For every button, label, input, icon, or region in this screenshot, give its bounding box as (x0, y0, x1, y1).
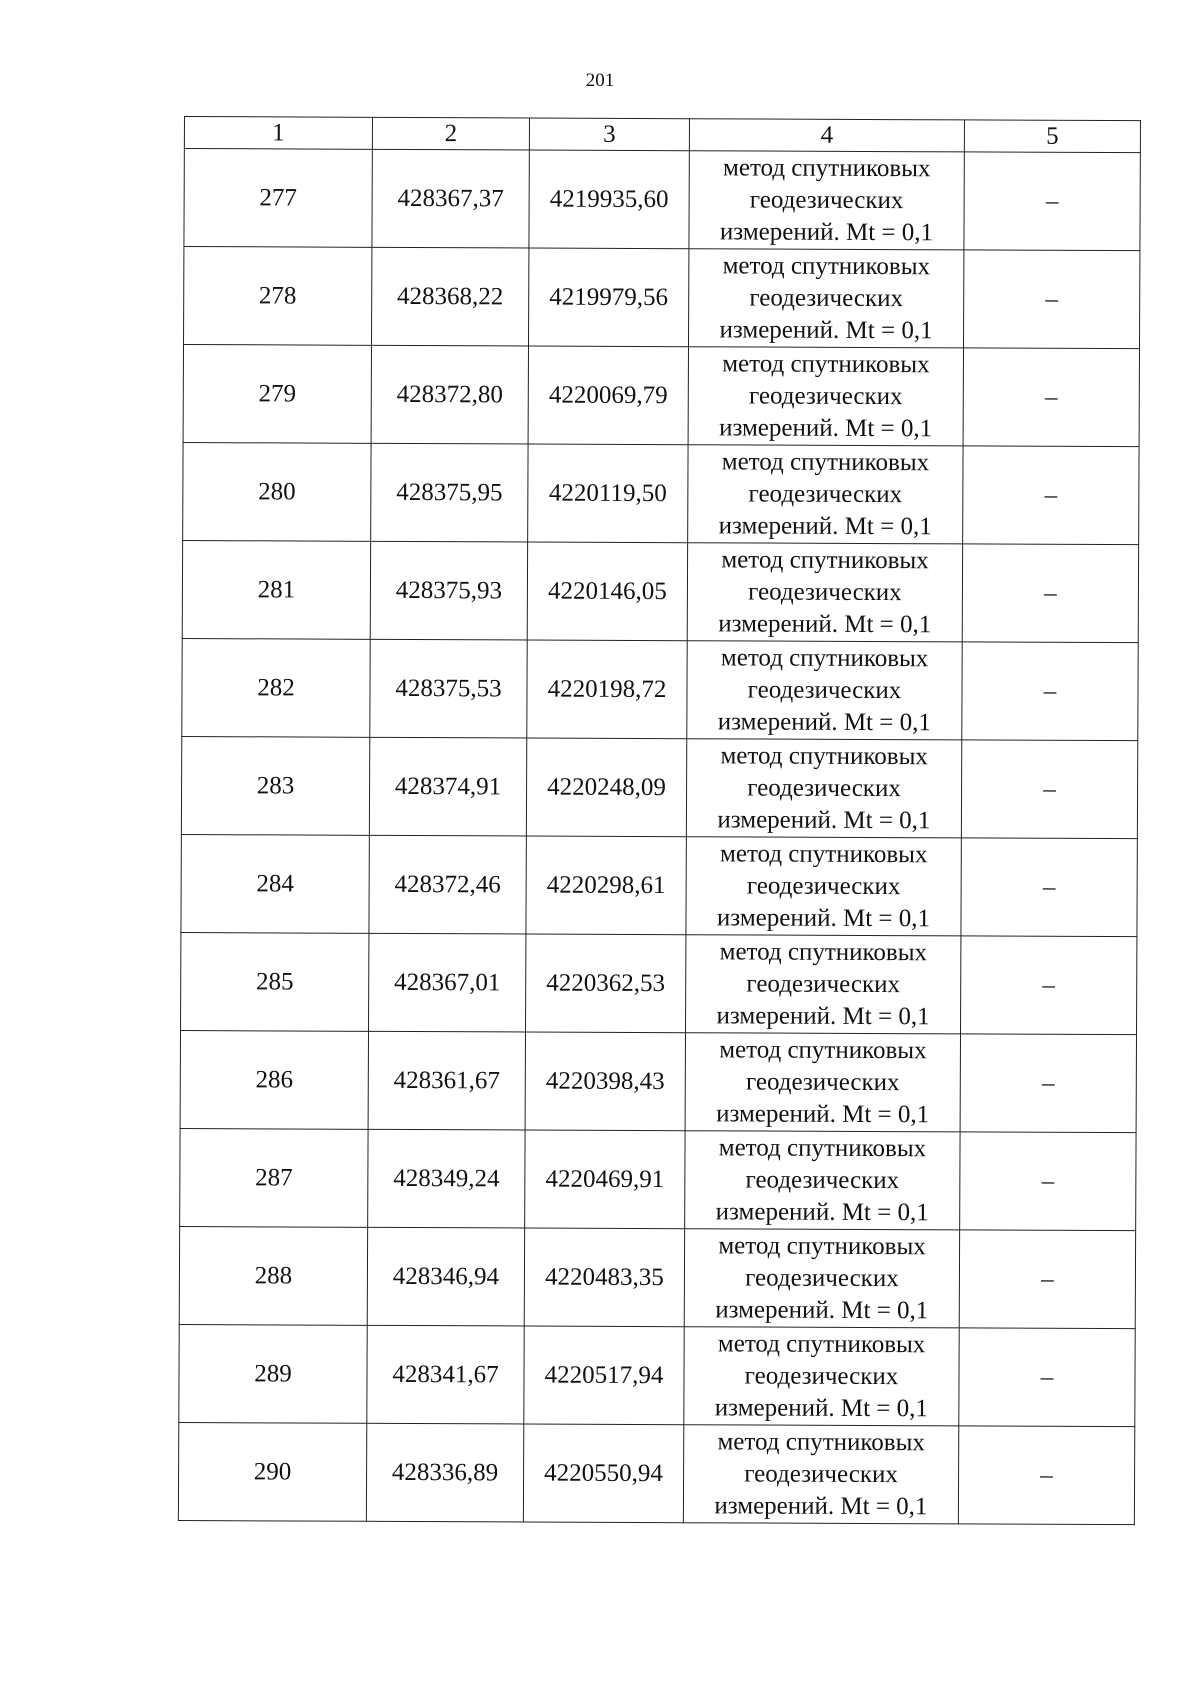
method-line: метод спутниковых (720, 839, 928, 868)
table-row (183, 345, 1139, 447)
note-cell: – (963, 446, 1139, 545)
method-line: метод спутниковых (721, 447, 930, 476)
method-line: измерений. Mt = 0,1 (716, 1001, 930, 1030)
method-line: геодезических (744, 1361, 899, 1390)
point-number-cell: 285 (181, 932, 369, 1031)
point-number-cell: 278 (184, 247, 372, 346)
x-coordinate-cell: 428336,89 (366, 1423, 523, 1522)
table-row (181, 736, 1137, 838)
method-line: геодезических (747, 675, 902, 704)
table-row (178, 1422, 1134, 1524)
note-cell: – (959, 1230, 1135, 1329)
method-line: измерений. Mt = 0,1 (714, 1491, 928, 1520)
method-line: метод спутниковых (719, 937, 928, 966)
x-coordinate-cell: 428375,53 (370, 639, 527, 738)
method-cell (685, 1033, 960, 1132)
method-line: геодезических (745, 1165, 900, 1194)
note-cell: – (961, 740, 1137, 839)
table-row (181, 834, 1137, 936)
x-coordinate-cell: 428374,91 (369, 737, 526, 836)
y-coordinate-cell: 4220483,35 (524, 1228, 684, 1327)
method-cell (684, 1229, 959, 1328)
method-line: метод спутниковых (717, 1427, 925, 1456)
point-number-cell: 286 (180, 1030, 368, 1129)
method-line: измерений. Mt = 0,1 (719, 217, 934, 246)
y-coordinate-cell: 4220069,79 (528, 346, 688, 445)
table-row (181, 932, 1137, 1034)
method-cell (688, 249, 963, 348)
header-col-1: 1 (184, 117, 372, 150)
method-line: метод спутниковых (718, 1133, 927, 1162)
table-row (182, 540, 1138, 642)
method-line: метод спутниковых (720, 741, 928, 770)
method-line: измерений. Mt = 0,1 (716, 903, 931, 932)
y-coordinate-cell: 4220248,09 (526, 738, 686, 837)
header-col-3: 3 (529, 118, 689, 151)
y-coordinate-cell: 4220398,43 (525, 1032, 685, 1131)
header-row (184, 117, 1140, 153)
point-number-cell: 277 (184, 149, 372, 248)
method-line: геодезических (748, 479, 903, 508)
table-row (180, 1030, 1136, 1132)
x-coordinate-cell: 428346,94 (367, 1227, 524, 1326)
point-number-cell: 290 (178, 1422, 366, 1521)
method-line: измерений. Mt = 0,1 (716, 1099, 930, 1128)
method-line: геодезических (749, 283, 904, 312)
method-line: геодезических (746, 871, 901, 900)
method-line: измерений. Mt = 0,1 (718, 609, 932, 638)
x-coordinate-cell: 428341,67 (367, 1325, 524, 1424)
method-line: геодезических (745, 1263, 899, 1292)
method-cell (686, 837, 961, 936)
method-line: геодезических (748, 381, 903, 410)
table-row (179, 1226, 1135, 1328)
y-coordinate-cell: 4220298,61 (526, 836, 686, 935)
header-col-5: 5 (964, 120, 1140, 153)
table-row (180, 1128, 1136, 1230)
table-row (183, 442, 1139, 544)
method-line: геодезических (747, 773, 901, 802)
method-cell (686, 935, 961, 1034)
x-coordinate-cell: 428375,95 (371, 443, 528, 542)
point-number-cell: 289 (179, 1324, 367, 1423)
point-number-cell: 288 (179, 1226, 367, 1325)
page-number: 201 (585, 70, 615, 91)
method-line: измерений. Mt = 0,1 (715, 1197, 929, 1226)
method-line: геодезических (745, 1067, 900, 1096)
method-cell (687, 543, 962, 642)
y-coordinate-cell: 4220119,50 (528, 444, 688, 543)
note-cell: – (961, 936, 1137, 1035)
method-line: геодезических (744, 1459, 898, 1488)
method-cell (685, 1131, 960, 1230)
method-line: измерений. Mt = 0,1 (715, 1295, 929, 1324)
table-row (184, 149, 1140, 251)
point-number-cell: 287 (180, 1128, 368, 1227)
method-line: метод спутниковых (717, 1329, 926, 1358)
method-line: метод спутниковых (720, 643, 929, 672)
note-cell: – (960, 1132, 1136, 1231)
method-cell (683, 1425, 958, 1524)
note-cell: – (963, 348, 1139, 447)
header-col-2: 2 (372, 117, 529, 150)
note-cell: – (958, 1426, 1134, 1525)
note-cell: – (962, 544, 1138, 643)
table-body (178, 149, 1140, 1525)
x-coordinate-cell: 428375,93 (370, 541, 527, 640)
method-line: геодезических (749, 185, 904, 214)
table-row (182, 638, 1138, 740)
y-coordinate-cell: 4220146,05 (527, 542, 687, 641)
method-line: измерений. Mt = 0,1 (718, 511, 932, 540)
note-cell: – (959, 1328, 1135, 1427)
y-coordinate-cell: 4220469,91 (525, 1130, 685, 1229)
method-line: измерений. Mt = 0,1 (717, 707, 931, 736)
method-line: метод спутниковых (721, 545, 929, 574)
y-coordinate-cell: 4220550,94 (523, 1424, 683, 1523)
table-row (184, 247, 1140, 349)
x-coordinate-cell: 428361,67 (368, 1031, 525, 1130)
y-coordinate-cell: 4220198,72 (527, 640, 687, 739)
point-number-cell: 280 (183, 442, 371, 541)
y-coordinate-cell: 4219935,60 (529, 150, 689, 249)
method-cell (687, 641, 962, 740)
x-coordinate-cell: 428367,37 (372, 149, 529, 248)
x-coordinate-cell: 428368,22 (372, 247, 529, 346)
x-coordinate-cell: 428367,01 (369, 933, 526, 1032)
method-line: метод спутниковых (722, 349, 930, 378)
y-coordinate-cell: 4219979,56 (528, 248, 688, 347)
point-number-cell: 284 (181, 834, 369, 933)
note-cell: – (964, 152, 1140, 251)
point-number-cell: 283 (181, 736, 369, 835)
note-cell: – (962, 642, 1138, 741)
x-coordinate-cell: 428372,46 (369, 835, 526, 934)
method-line: измерений. Mt = 0,1 (719, 315, 933, 344)
point-number-cell: 279 (183, 345, 371, 444)
method-cell (684, 1327, 959, 1426)
method-cell (688, 347, 963, 446)
point-number-cell: 281 (182, 540, 370, 639)
y-coordinate-cell: 4220517,94 (524, 1326, 684, 1425)
y-coordinate-cell: 4220362,53 (526, 934, 686, 1033)
method-line: измерений. Mt = 0,1 (714, 1393, 928, 1422)
method-line: метод спутниковых (722, 251, 931, 280)
method-line: метод спутниковых (723, 153, 931, 182)
method-line: измерений. Mt = 0,1 (719, 413, 933, 442)
header-col-4: 4 (689, 119, 964, 152)
method-line: метод спутниковых (718, 1231, 926, 1260)
method-cell (688, 445, 963, 544)
note-cell: – (963, 250, 1139, 349)
coordinates-table (178, 116, 1141, 1525)
method-cell (689, 151, 964, 250)
note-cell: – (961, 838, 1137, 937)
method-cell (686, 739, 961, 838)
x-coordinate-cell: 428349,24 (368, 1129, 525, 1228)
table-row (179, 1324, 1135, 1426)
method-line: метод спутниковых (719, 1035, 927, 1064)
note-cell: – (960, 1034, 1136, 1133)
method-line: геодезических (748, 577, 902, 606)
method-line: измерений. Mt = 0,1 (717, 805, 931, 834)
table-header (184, 117, 1140, 153)
method-line: геодезических (746, 969, 901, 998)
point-number-cell: 282 (182, 638, 370, 737)
x-coordinate-cell: 428372,80 (371, 345, 528, 444)
